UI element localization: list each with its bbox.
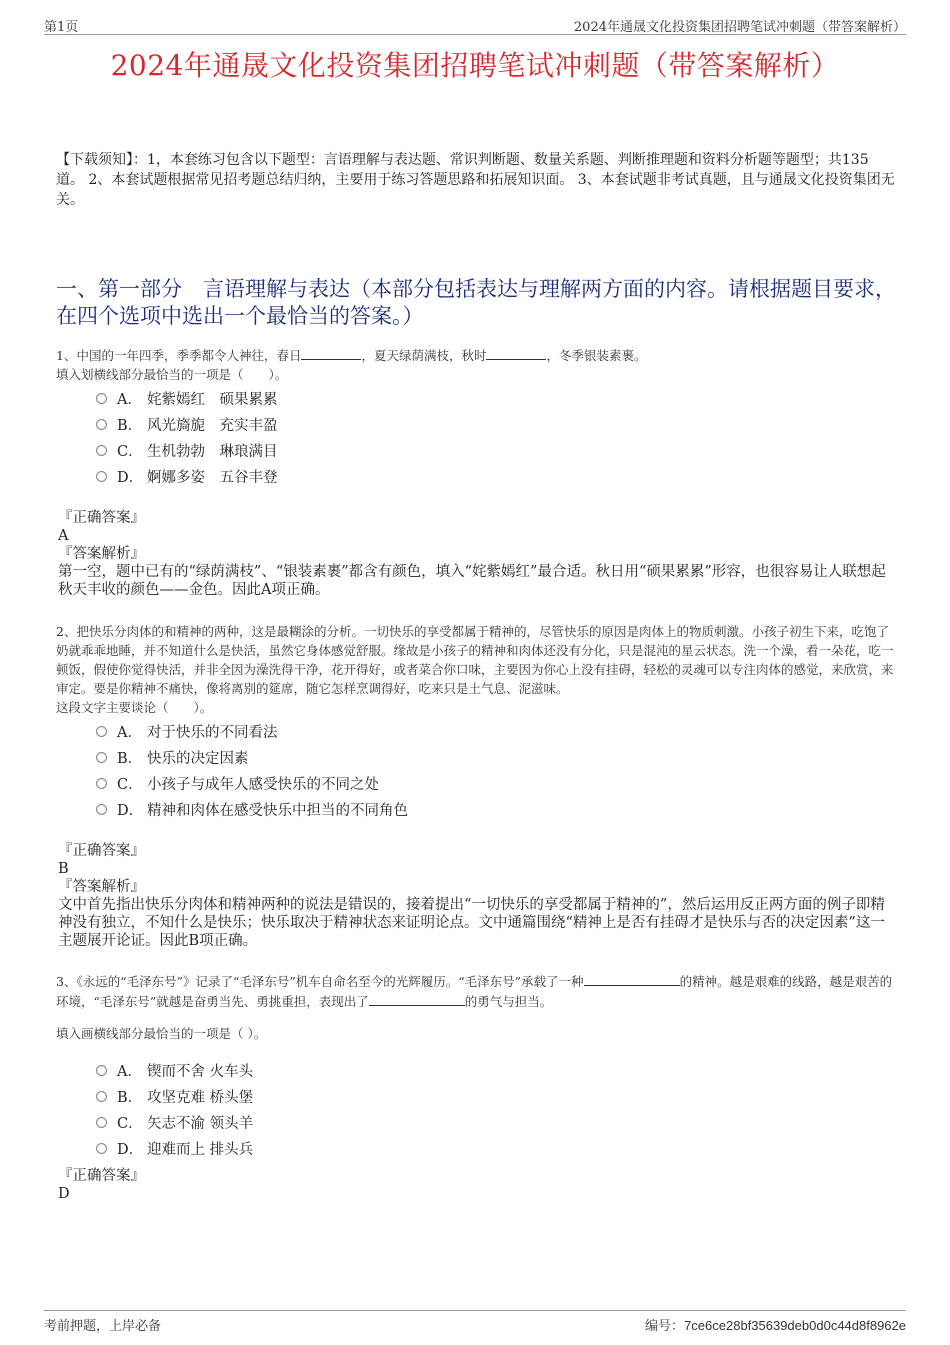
option-a[interactable]: A． 对于快乐的不同看法 — [96, 718, 408, 744]
question-2-prompt: 这段文字主要谈论（ ）。 — [56, 700, 213, 715]
option-d[interactable]: D． 婀娜多姿 五谷丰登 — [96, 463, 278, 489]
radio-icon[interactable] — [96, 752, 107, 763]
option-d[interactable]: D． 精神和肉体在感受快乐中担当的不同角色 — [96, 796, 408, 822]
question-1-stem: 1、中国的一年四季，季季都令人神往，春日 ，夏天绿荫满枝，秋时 ，冬季银装素裹。 — [56, 348, 647, 363]
fill-blank — [584, 973, 680, 986]
question-3 — [56, 972, 896, 1044]
header-doc-title: 2024年通晟文化投资集团招聘笔试冲刺题（带答案解析） — [573, 20, 906, 35]
radio-icon[interactable] — [96, 1065, 107, 1076]
page-number: 第1页 — [44, 20, 79, 35]
footer-code: 编号：7ce6ce28bf35639deb0d0c44d8f8962e — [645, 1318, 906, 1334]
correct-answer: A — [58, 528, 69, 544]
answer-label: 『正确答案』 — [58, 843, 145, 859]
page-footer — [44, 1310, 906, 1333]
fill-blank — [486, 347, 546, 360]
radio-icon[interactable] — [96, 804, 107, 815]
option-d[interactable]: D． 迎难而上 排头兵 — [96, 1135, 253, 1161]
analysis-text: 文中首先指出快乐分肉体和精神两种的说法是错误的，接着提出“一切快乐的享受都属于精神的”，然后运用反正两方面的例子即精神没有独立，不知什么是快乐；快乐取决于精神状态来证明论点。文中通篇围绕“精神上是否有挂碍才是快乐与否的决定因素”这一主题展开论证。因此B项正确。 — [58, 897, 885, 949]
question-3-options — [96, 1057, 253, 1161]
correct-answer: D — [58, 1186, 70, 1202]
download-notice: 【下载须知】：1，本套练习包含以下题型：言语理解与表达题、常识判断题、数量关系题、判断推理题和资料分析题等题型；共135道。 2、本套试题根据常见招考题总结归纳，主要用于练习答题思路和拓展知识面。 3、本套试题非考试真题，且与通晟文化投资集团无关。 — [56, 152, 895, 208]
correct-answer: B — [58, 861, 69, 877]
option-c[interactable]: C． 矢志不渝 领头羊 — [96, 1109, 253, 1135]
page-header — [44, 14, 906, 35]
radio-icon[interactable] — [96, 1091, 107, 1102]
analysis-label: 『答案解析』 — [58, 879, 145, 895]
option-b[interactable]: B． 攻坚克难 桥头堡 — [96, 1083, 253, 1109]
question-3-prompt: 填入画横线部分最恰当的一项是（ ）。 — [56, 1026, 267, 1041]
question-2-stem: 2、把快乐分肉体的和精神的两种，这是最糊涂的分析。一切快乐的享受都属于精神的，尽管快乐的原因是肉体上的物质刺激。小孩子初生下来，吃饱了奶就乖乖地睡，并不知道什么是快活，虽然它身体感觉舒服。缘故是小孩子的精神和肉体还没有分化，只是混沌的星云状态。洗一个澡，看一朵花，吃一顿饭，假使你觉得快活，并非全因为澡洗得干净，花开得好，或者菜合你口味，主要因为你心上没有挂碍，轻松的灵魂可以专注肉体的感觉，来欣赏，来审定。要是你精神不痛快，像将离别的筵席，随它怎样烹调得好，吃来只是土气息、泥滋味。 — [56, 624, 894, 696]
option-c[interactable]: C． 小孩子与成年人感受快乐的不同之处 — [96, 770, 408, 796]
radio-icon[interactable] — [96, 445, 107, 456]
question-1-prompt: 填入划横线部分最恰当的一项是（ ）。 — [56, 367, 288, 382]
radio-icon[interactable] — [96, 726, 107, 737]
analysis-text: 第一空，题中已有的“绿荫满枝”、“银装素裹”都含有颜色，填入“姹紫嫣红”最合适。秋日用“硕果累累”形容，也很容易让人联想起秋天丰收的颜色——金色。因此A项正确。 — [58, 564, 886, 598]
radio-icon[interactable] — [96, 393, 107, 404]
option-c[interactable]: C． 生机勃勃 琳琅满目 — [96, 437, 278, 463]
option-b[interactable]: B． 快乐的决定因素 — [96, 744, 408, 770]
option-a[interactable]: A． 姹紫嫣红 硕果累累 — [96, 385, 278, 411]
radio-icon[interactable] — [96, 778, 107, 789]
radio-icon[interactable] — [96, 419, 107, 430]
question-1 — [56, 346, 896, 384]
question-2-answer-block — [58, 842, 894, 950]
fill-blank — [301, 347, 361, 360]
radio-icon[interactable] — [96, 471, 107, 482]
document-title: 2024年通晟文化投资集团招聘笔试冲刺题（带答案解析） — [110, 49, 840, 82]
question-2-options — [96, 718, 408, 822]
question-1-answer-block — [58, 509, 894, 599]
answer-label: 『正确答案』 — [58, 1168, 145, 1184]
question-3-stem: 3、《永远的“毛泽东号”》记录了“毛泽东号”机车自命名至今的光辉履历。“毛泽东号”承载了一种 的精神。越是艰难的线路，越是艰苦的环境，“毛泽东号”就越是奋勇当先、勇挑重担，表现出了 的勇气与担当。 — [56, 974, 893, 1009]
answer-label: 『正确答案』 — [58, 510, 145, 526]
question-2 — [56, 622, 896, 717]
section-heading: 一、第一部分 言语理解与表达（本部分包括表达与理解两方面的内容。请根据题目要求，在四个选项中选出一个最恰当的答案。） — [56, 277, 896, 328]
analysis-label: 『答案解析』 — [58, 546, 145, 562]
radio-icon[interactable] — [96, 1117, 107, 1128]
footer-slogan: 考前押题，上岸必备 — [44, 1319, 162, 1334]
option-a[interactable]: A． 锲而不舍 火车头 — [96, 1057, 253, 1083]
option-b[interactable]: B． 风光旖旎 充实丰盈 — [96, 411, 278, 437]
fill-blank — [369, 993, 465, 1006]
radio-icon[interactable] — [96, 1143, 107, 1154]
question-3-answer-block — [58, 1167, 894, 1203]
question-1-options — [96, 385, 278, 489]
